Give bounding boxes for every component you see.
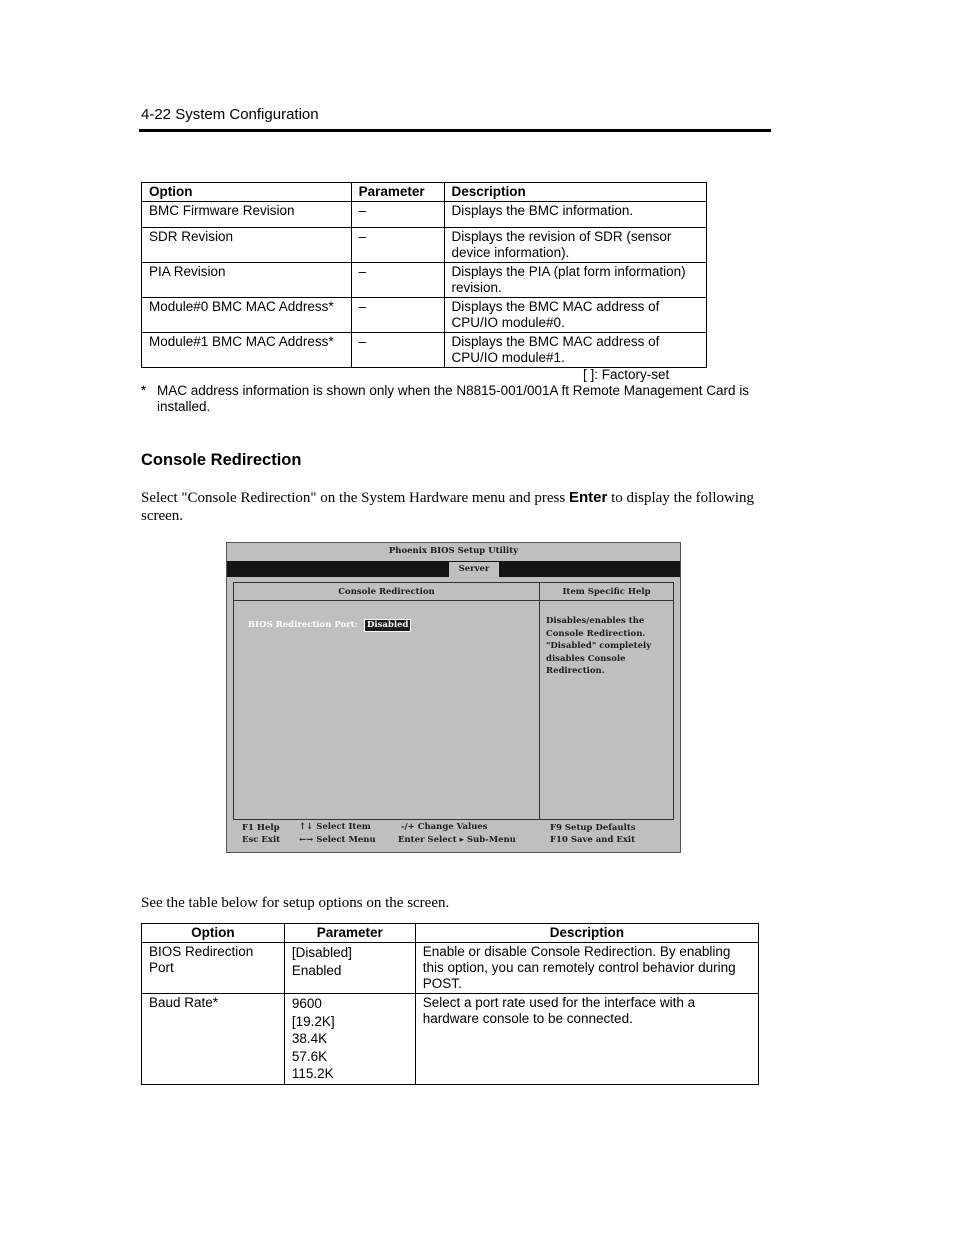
help-line: disables Console xyxy=(546,653,626,664)
bios-footer-select-item: ↑↓ Select Item xyxy=(299,822,371,832)
table-row xyxy=(142,994,759,1085)
bios-option-label: BIOS Redirection Port: xyxy=(248,620,358,630)
bios-screenshot xyxy=(226,542,681,853)
footnote-mark: * xyxy=(141,383,147,398)
bios-footer-f1: F1 Help xyxy=(242,823,280,833)
parameter-value: 38.4K xyxy=(291,1031,328,1047)
description-cell: Enable or disable Console Redirection. By enabling this option, you can remotely control behavior during POST. xyxy=(415,943,758,994)
column-header: Parameter xyxy=(351,183,444,202)
description-cell: Displays the BMC information. xyxy=(444,202,706,228)
description-cell: Select a port rate used for the interface with a hardware console to be connected. xyxy=(415,994,758,1085)
help-line: Redirection. xyxy=(546,666,605,677)
bmc-options-table xyxy=(141,182,707,368)
bios-title: Phoenix BIOS Setup Utility xyxy=(388,546,519,556)
option-cell: BMC Firmware Revision xyxy=(142,202,352,228)
parameter-cell: – xyxy=(351,228,444,263)
parameter-cell xyxy=(284,994,415,1085)
bios-left-header: Console Redirection xyxy=(234,583,540,601)
table-row xyxy=(142,298,707,333)
option-cell: BIOS Redirection Port xyxy=(142,943,285,994)
bios-option-value[interactable]: Disabled xyxy=(364,619,411,632)
bios-menu-bar xyxy=(227,561,680,577)
parameter-cell: – xyxy=(351,333,444,368)
parameter-cell: – xyxy=(351,202,444,228)
bios-footer-enter-select: Enter Select ▸ Sub-Menu xyxy=(398,835,516,845)
parameter-value: 115.2K xyxy=(291,1066,334,1082)
parameter-value: 57.6K xyxy=(291,1048,328,1064)
parameter-value: [19.2K] xyxy=(291,1013,335,1029)
bios-right-header: Item Specific Help xyxy=(540,583,673,601)
section-title: Console Redirection xyxy=(141,451,302,469)
bios-footer-esc: Esc Exit xyxy=(242,835,281,845)
table-row xyxy=(142,333,707,368)
parameter-cell xyxy=(284,943,415,994)
bios-tab-server[interactable]: Server xyxy=(449,562,499,577)
parameter-value: [Disabled] xyxy=(291,945,352,960)
bios-footer-f10: F10 Save and Exit xyxy=(550,835,636,845)
table-row xyxy=(142,263,707,298)
factory-set-note: [ ]: Factory-set xyxy=(583,367,670,382)
intro-text-before: Select "Console Redirection" on the System Hardware menu and press xyxy=(141,490,569,506)
option-cell: Baud Rate* xyxy=(142,994,285,1085)
column-header: Description xyxy=(444,183,706,202)
option-cell: SDR Revision xyxy=(142,228,352,263)
parameter-cell: – xyxy=(351,263,444,298)
description-cell: Displays the revision of SDR (sensor device information). xyxy=(444,228,706,263)
parameter-value: Enabled xyxy=(291,962,342,978)
parameter-cell: – xyxy=(351,298,444,333)
table-header-row xyxy=(142,183,707,202)
bios-main-frame xyxy=(233,582,674,820)
parameter-value: 9600 xyxy=(291,996,322,1011)
description-cell: Displays the BMC MAC address of CPU/IO module#1. xyxy=(444,333,706,368)
table-header-row xyxy=(142,924,759,943)
bios-divider xyxy=(539,601,540,819)
intro-text-after: to display the following screen. xyxy=(141,490,754,524)
help-line: Disables/enables the xyxy=(546,616,645,626)
enter-key: Enter xyxy=(568,489,608,506)
option-cell: Module#0 BMC MAC Address* xyxy=(142,298,352,333)
table-row xyxy=(142,228,707,263)
column-header: Description xyxy=(415,924,758,943)
page-header: 4-22 System Configuration xyxy=(141,106,319,123)
header-rule xyxy=(139,129,771,132)
see-below-text: See the table below for setup options on the screen. xyxy=(141,895,450,911)
column-header: Option xyxy=(142,924,285,943)
column-header: Parameter xyxy=(284,924,415,943)
bios-footer-f9: F9 Setup Defaults xyxy=(550,823,636,833)
console-redirection-table xyxy=(141,923,759,1085)
help-line: "Disabled" completely xyxy=(546,641,652,652)
table-row xyxy=(142,943,759,994)
option-cell: PIA Revision xyxy=(142,263,352,298)
description-cell: Displays the BMC MAC address of CPU/IO module#0. xyxy=(444,298,706,333)
column-header: Option xyxy=(142,183,352,202)
help-line: Console Redirection. xyxy=(546,628,646,639)
table-row xyxy=(142,202,707,228)
footnote: MAC address information is shown only when the N8815-001/001A ft Remote Management Card is installed. xyxy=(157,383,750,414)
bios-footer-change-values: -/+ Change Values xyxy=(401,822,488,832)
bios-help-text xyxy=(546,615,666,678)
bios-footer-select-menu: ←→ Select Menu xyxy=(299,835,376,845)
description-cell: Displays the PIA (plat form information) revision. xyxy=(444,263,706,298)
option-cell: Module#1 BMC MAC Address* xyxy=(142,333,352,368)
intro-paragraph xyxy=(141,489,761,525)
